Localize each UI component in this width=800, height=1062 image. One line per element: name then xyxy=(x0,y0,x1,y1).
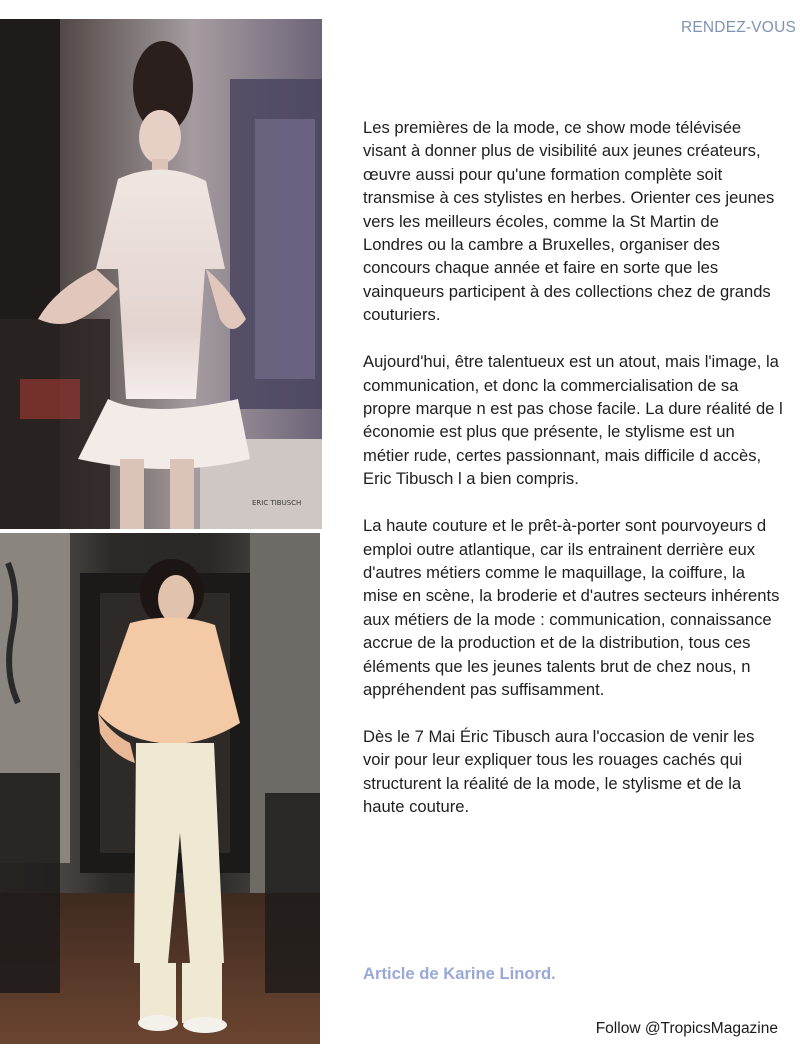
runway-photo-peach-blouse xyxy=(0,533,320,1044)
article-paragraph-4: Dès le 7 Mai Éric Tibusch aura l'occasion de venir les voir pour leur expliquer tous les rouages cachés qui structurent la réalité de la mode, le stylisme et de la haute couture. xyxy=(363,726,755,817)
follow-link[interactable]: Follow @TropicsMagazine xyxy=(595,1020,778,1037)
article-byline: Article de Karine Linord. xyxy=(363,964,556,983)
watermark: ERIC TIBUSCH xyxy=(252,499,302,507)
article-paragraph-1: Les premières de la mode, ce show mode télévisée visant à donner plus de visibilité aux jeunes créateurs, œuvre aussi pour qu'une formation complète soit transmise à ces stylistes en herbes. Orienter ces jeunes vers les meilleurs écoles, comme la St Martin de Londres ou la cambre a Bruxelles, organiser des concours chaque année et faire en sorte que les vainqueurs participent à des collections chez de grands couturiers. xyxy=(363,118,775,325)
runway-photo-white-dress xyxy=(0,19,322,529)
section-tag: RENDEZ-VOUS xyxy=(680,19,796,36)
article-paragraph-3: La haute couture et le prêt-à-porter sont pourvoyeurs d emploi outre atlantique, car ils entrainent derrière eux d'autres métiers comme le maquillage, la coiffure, la mise en scène, la broderie et d'autres secteurs inhérents aux métiers de la mode : communication, connaissance accrue de la production et de la distribution, tous ces éléments que les jeunes talents brut de chez nous, n appréhendent pas suffisamment. xyxy=(363,516,780,699)
article-body xyxy=(363,116,783,842)
article-paragraph-2: Aujourd'hui, être talentueux est un atout, mais l'image, la communication, et donc la commercialisation de sa propre marque n est pas chose facile. La dure réalité de l économie est plus que présente, le stylisme est un métier rude, certes passionnant, mais difficile d accès, Eric Tibusch l a bien compris. xyxy=(363,352,783,489)
